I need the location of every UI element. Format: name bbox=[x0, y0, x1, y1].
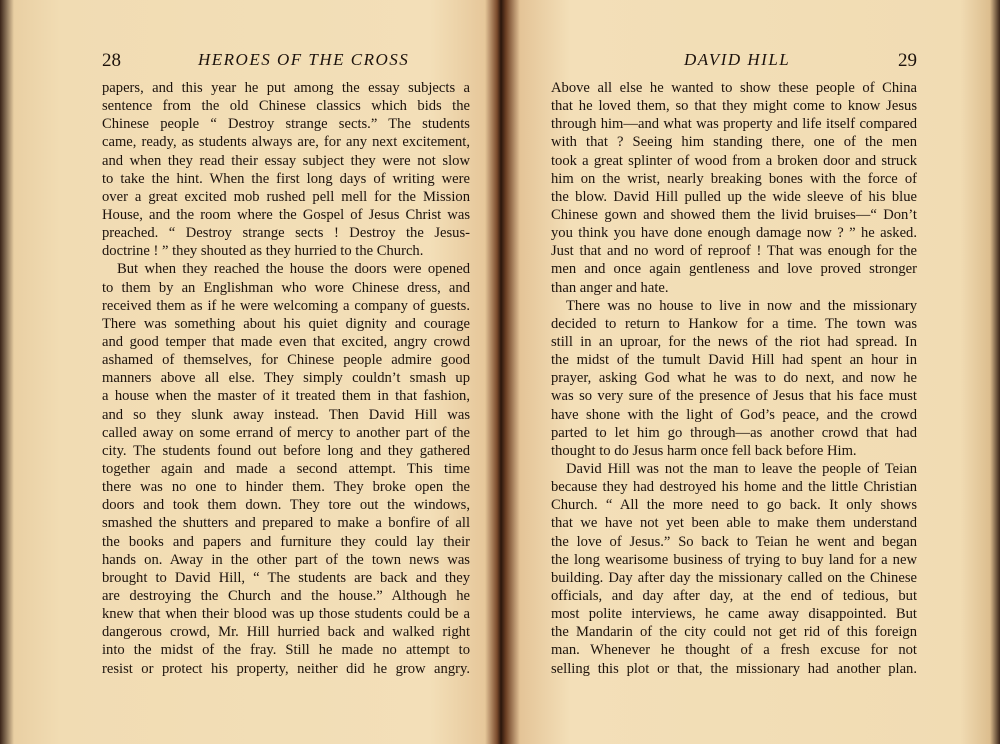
right-page-text bbox=[551, 79, 917, 678]
text-line: into the midst of the fray. Still he made no attempt to bbox=[102, 642, 470, 659]
text-line: received them as if he were welcoming a company of guests. bbox=[102, 297, 470, 314]
right-page bbox=[504, 0, 1000, 744]
text-line: have shone with the light of God’s peace, and the crowd bbox=[551, 406, 917, 423]
text-line: dangerous crowd, Mr. Hill hurried back and walked right bbox=[102, 624, 470, 641]
text-line: officials, and day after day, at the end of tedious, but bbox=[551, 587, 917, 604]
text-line: the midst of the tumult David Hill had spent an hour in bbox=[551, 352, 917, 369]
text-line: the love of Jesus.” So back to Teian he went and began bbox=[551, 533, 917, 550]
text-line: together again and made a second attempt. This time bbox=[102, 460, 470, 477]
text-line: Church. “ All the more need to go back. It only shows bbox=[551, 497, 917, 514]
right-page-header bbox=[504, 50, 1000, 72]
text-line: knew that when their blood was up those students could be a bbox=[102, 606, 470, 623]
text-line: selling this plot or that, the missionary had another plan. bbox=[551, 660, 917, 677]
text-line: came, ready, as students always are, for any next excitement, bbox=[102, 134, 470, 151]
text-line: House, and the room where the Gospel of Jesus Christ was bbox=[102, 206, 470, 223]
text-line: resist or protect his property, neither did he grow angry. bbox=[102, 660, 470, 677]
text-line: prayer, asking God what he was to do next, and now he bbox=[551, 370, 917, 387]
text-line: parted to let him go through—as another crowd that had bbox=[551, 424, 917, 441]
text-line: the Mandarin of the city could not get rid of this foreign bbox=[551, 624, 917, 641]
text-line: manners above all else. They simply couldn’t smash up bbox=[102, 370, 470, 387]
text-line: than anger and hate. bbox=[551, 279, 669, 296]
text-line: papers, and this year he put among the essay subjects a bbox=[102, 80, 470, 96]
text-line: Chinese people “ Destroy strange sects.” The students bbox=[102, 116, 470, 133]
text-line: there was no one to hinder them. They broke open the bbox=[102, 479, 470, 496]
text-line: smashed the shutters and prepared to make a bonfire of all bbox=[102, 515, 470, 532]
text-line: still in an uproar, for the news of the riot had spread. In bbox=[551, 333, 917, 350]
text-line: David Hill was not the man to leave the people of Teian bbox=[566, 460, 917, 477]
text-line: are destroying the Church and the house.” Although he bbox=[102, 587, 470, 604]
text-line: sentence from the old Chinese classics which bids the bbox=[102, 98, 470, 115]
text-line: and good temper that made even that excited, angry crowd bbox=[102, 333, 470, 350]
text-line: because they had destroyed his home and the little Christian bbox=[551, 479, 917, 496]
text-line: Just that and no word of reproof ! That was enough for the bbox=[551, 243, 917, 260]
text-line: But when they reached the house the doors were opened bbox=[117, 261, 470, 278]
text-line: over a great excited mob rushed pell mell for the Mission bbox=[102, 188, 470, 205]
text-line: hands on. Away in the other part of the town news was bbox=[102, 551, 470, 568]
text-line: There was something about his quiet dignity and courage bbox=[102, 315, 470, 332]
text-line: the books and papers and furniture they could lay their bbox=[102, 533, 470, 550]
text-line: men and once again gentleness and love proved stronger bbox=[551, 261, 917, 278]
text-line: doors and took them down. They tore out the windows, bbox=[102, 497, 470, 514]
text-line: preached. “ Destroy strange sects ! Destroy the Jesus- bbox=[102, 225, 470, 242]
text-line: and so they slunk away instead. Then David Hill was bbox=[102, 406, 470, 423]
text-line: There was no house to live in now and the missionary bbox=[566, 297, 917, 314]
text-line: was so very sure of the presence of Jesus that his face must bbox=[551, 388, 917, 405]
text-line: brought to David Hill, “ The students are back and they bbox=[102, 569, 470, 586]
text-line: called away on some errand of mercy to another part of the bbox=[102, 424, 470, 441]
text-line: doctrine ! ” they shouted as they hurried to the Church. bbox=[102, 243, 424, 260]
text-line: city. The students found out before long and they gathered bbox=[102, 442, 470, 459]
left-page-text bbox=[102, 79, 470, 678]
text-line: with that ? Seeing him standing there, one of the men bbox=[551, 134, 917, 151]
text-line: to them by an Englishman who wore Chinese dress, and bbox=[102, 279, 470, 296]
text-line: the long wearisome business of trying to buy land for a new bbox=[551, 551, 917, 568]
text-line: to take the hint. When the first long days of writing were bbox=[102, 170, 470, 187]
text-line: the blow. David Hill pulled up the wide sleeve of his blue bbox=[551, 188, 917, 205]
text-line: decided to return to Hankow for a time. The town was bbox=[551, 315, 917, 332]
text-line: building. Day after day the missionary called on the Chinese bbox=[551, 569, 917, 586]
text-line: most polite interviews, he came away disappointed. But bbox=[551, 606, 917, 623]
text-line: took a great splinter of wood from a broken door and struck bbox=[551, 152, 917, 169]
page-number: 29 bbox=[898, 50, 917, 71]
text-line: and when they read their essay subject they were not slow bbox=[102, 152, 470, 169]
page-number: 28 bbox=[102, 50, 121, 71]
text-line: through him—and what was property and life itself compared bbox=[551, 116, 917, 133]
text-line: that we have not yet been able to make them understand bbox=[551, 515, 917, 532]
running-head: DAVID HILL bbox=[684, 50, 791, 69]
text-line: you think you have done enough damage now ? ” he asked. bbox=[551, 225, 917, 242]
text-line: thought to do Jesus harm once fell back before Him. bbox=[551, 442, 857, 459]
running-head: HEROES OF THE CROSS bbox=[198, 50, 410, 69]
text-line: ashamed of themselves, for Chinese people admire good bbox=[102, 352, 470, 369]
left-page-header bbox=[0, 50, 500, 72]
text-line: man. Whenever he thought of a fresh excuse for not bbox=[551, 642, 917, 659]
text-line: him on the wrist, nearly breaking bones with the force of bbox=[551, 170, 917, 187]
text-line: a house when the master of it treated them in that fashion, bbox=[102, 388, 470, 405]
text-line: Chinese gown and showed them the livid bruises—“ Don’t bbox=[551, 206, 917, 223]
text-line: that he loved them, so that they might come to know Jesus bbox=[551, 98, 917, 115]
text-line: Above all else he wanted to show these people of China bbox=[551, 80, 917, 96]
